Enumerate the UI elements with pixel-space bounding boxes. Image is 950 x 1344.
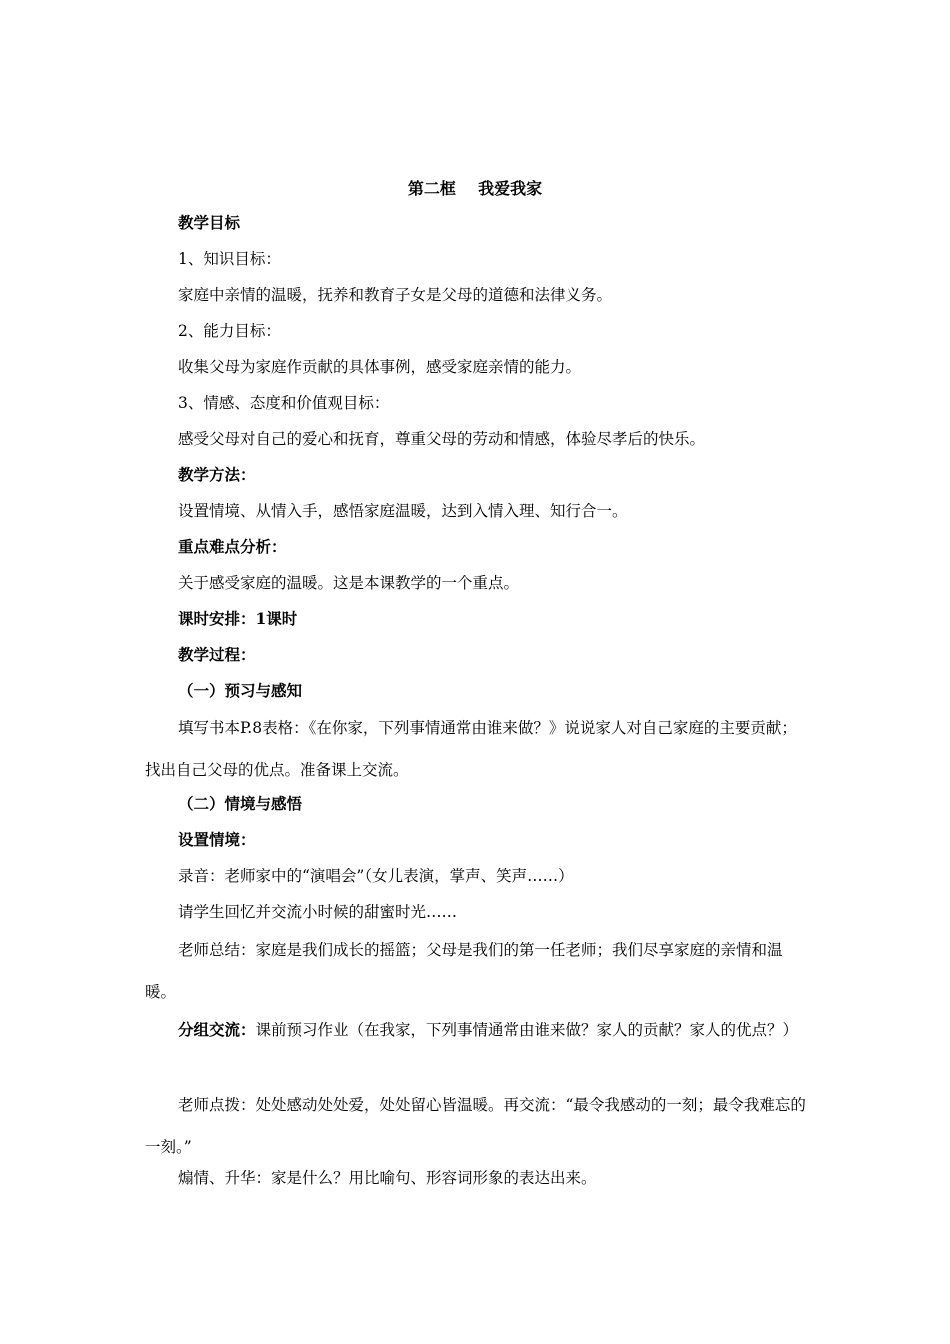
summary-text: 老师总结：家庭是我们成长的摇篮；父母是我们的第一任老师；我们尽享家庭的亲情和温暖。 — [145, 941, 783, 1001]
key-heading: 重点难点分析： — [178, 537, 287, 556]
key-text: 关于感受家庭的温暖。这是本课教学的一个重点。 — [178, 574, 520, 592]
emotion-text: 感受父母对自己的爱心和抚育，尊重父母的劳动和情感，体验尽孝后的快乐。 — [178, 430, 706, 448]
part2-heading: （二）情境与感悟 — [178, 794, 303, 813]
method-text: 设置情境、从情入手，感悟家庭温暖，达到入情入理、知行合一。 — [178, 502, 628, 520]
schedule-heading: 课时安排：1课时 — [178, 609, 298, 628]
recording-text: 录音：老师家中的“演唱会”（女儿表演，掌声、笑声……） — [178, 867, 574, 885]
group-text: 课前预习作业（在我家，下列事情通常由谁来做？家人的贡献？家人的优点？） — [255, 1021, 799, 1039]
ability-text: 收集父母为家庭作贡献的具体事例，感受家庭亲情的能力。 — [178, 358, 582, 376]
process-heading: 教学过程： — [178, 645, 256, 664]
document-title: 第二框 我爱我家 — [407, 179, 543, 198]
group-paragraph — [145, 1009, 807, 1051]
knowledge-text: 家庭中亲情的温暖，抚养和教育子女是父母的道德和法律义务。 — [178, 286, 613, 304]
emotion-label: 3、情感、态度和价值观目标： — [178, 394, 390, 412]
group-label: 分组交流： — [178, 1020, 256, 1039]
ability-label: 2、能力目标： — [178, 322, 281, 340]
objectives-heading: 教学目标 — [178, 213, 241, 232]
elevate-text: 煽情、升华：家是什么？用比喻句、形容词形象的表达出来。 — [178, 1169, 597, 1187]
knowledge-label: 1、知识目标： — [178, 250, 281, 268]
recall-text: 请学生回忆并交流小时候的甜蜜时光…… — [178, 903, 458, 921]
method-heading: 教学方法： — [178, 465, 256, 484]
part1-text: 填写书本P.8表格：《在你家，下列事情通常由谁来做？》说说家人对自己家庭的主要贡献；找出自己父母的优点。准备课上交流。 — [145, 719, 797, 779]
scene-heading: 设置情境： — [178, 830, 256, 849]
guide-text: 老师点拨：处处感动处处爱，处处留心皆温暖。再交流：“最令我感动的一刻；最令我难忘的一刻。” — [145, 1096, 806, 1156]
part1-heading: （一）预习与感知 — [178, 681, 303, 700]
